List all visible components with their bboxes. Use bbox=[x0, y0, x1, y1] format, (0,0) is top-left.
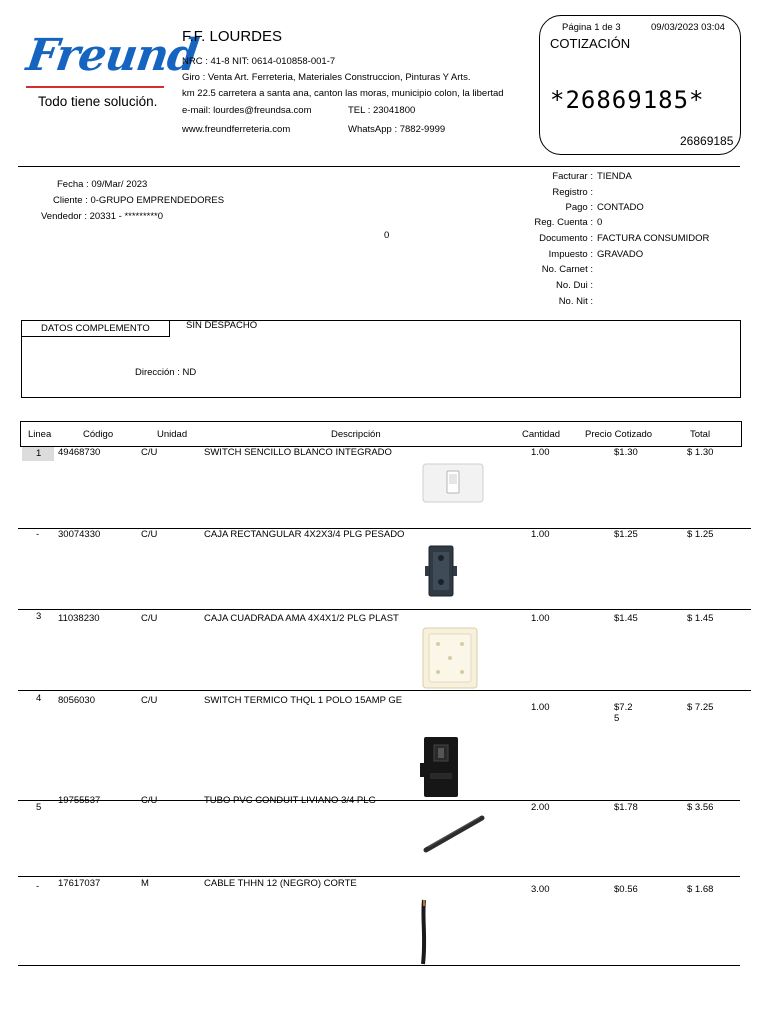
page-indicator: Página 1 de 3 bbox=[562, 22, 621, 33]
documento-label: Documento : bbox=[539, 233, 593, 244]
row-code: 49468730 bbox=[58, 447, 101, 458]
row-line: - bbox=[36, 881, 40, 892]
row-total: $ 1.45 bbox=[687, 613, 714, 624]
row-divider bbox=[18, 690, 751, 691]
col-descripcion: Descripción bbox=[331, 429, 381, 440]
row-total: $ 7.25 bbox=[687, 702, 714, 713]
company-web: www.freundferreteria.com bbox=[182, 124, 291, 135]
facturar-value: TIENDA bbox=[597, 171, 632, 182]
row-price: $1.30 bbox=[614, 447, 638, 458]
quote-number: 26869185 bbox=[680, 134, 734, 148]
logo-wordmark: Freund bbox=[23, 30, 201, 81]
row-line: 3 bbox=[36, 611, 42, 622]
row-divider bbox=[18, 876, 740, 877]
row-unit: C/U bbox=[141, 613, 158, 624]
row-unit: M bbox=[141, 878, 149, 889]
pago-label: Pago : bbox=[565, 202, 593, 213]
company-giro: Giro : Venta Art. Ferreteria, Materiales Construccion, Pinturas Y Arts. bbox=[182, 72, 471, 83]
row-unit: C/U bbox=[141, 447, 158, 458]
table-header bbox=[20, 421, 742, 447]
impuesto-label: Impuesto : bbox=[548, 249, 593, 260]
row-total: $ 1.30 bbox=[687, 447, 714, 458]
row-qty: 1.00 bbox=[531, 613, 550, 624]
quote-datetime: 09/03/2023 03:04 bbox=[651, 22, 725, 33]
product-image-switch bbox=[422, 462, 484, 504]
logo-slogan: Todo tiene solución. bbox=[38, 94, 158, 109]
row-qty: 1.00 bbox=[531, 702, 550, 713]
row-total: $ 1.68 bbox=[687, 884, 714, 895]
col-linea: Linea bbox=[28, 429, 52, 440]
row-code: 11038230 bbox=[58, 613, 100, 624]
reg-cuenta-value: 0 bbox=[597, 217, 603, 228]
row-price: $0.56 bbox=[614, 884, 638, 895]
company-tel: TEL : 23041800 bbox=[348, 105, 416, 116]
row-qty: 1.00 bbox=[531, 447, 550, 458]
info-zero: 0 bbox=[384, 230, 390, 241]
row-line: 1 bbox=[36, 448, 42, 459]
row-qty: 2.00 bbox=[531, 802, 550, 813]
row-desc: CABLE THHN 12 (NEGRO) CORTE bbox=[204, 878, 357, 889]
impuesto-value: GRAVADO bbox=[597, 249, 644, 260]
logo-underline bbox=[26, 86, 164, 88]
row-price-cont: 5 bbox=[614, 713, 620, 724]
dui-label: No. Dui : bbox=[556, 280, 593, 291]
row-line: 5 bbox=[36, 802, 42, 813]
facturar-label: Facturar : bbox=[552, 171, 593, 182]
col-cantidad: Cantidad bbox=[522, 429, 561, 440]
row-price: $1.45 bbox=[614, 613, 638, 624]
row-price: $1.25 bbox=[614, 529, 638, 540]
company-nrc: NRC : 41-8 NIT: 0614-010858-001-7 bbox=[182, 56, 336, 67]
nit-label: No. Nit : bbox=[558, 296, 593, 307]
row-price: $1.78 bbox=[614, 802, 638, 813]
row-unit: C/U bbox=[141, 695, 158, 706]
row-line: - bbox=[36, 529, 40, 540]
col-unidad: Unidad bbox=[157, 429, 188, 440]
row-total: $ 1.25 bbox=[687, 529, 714, 540]
barcode: *26869185* bbox=[550, 86, 705, 114]
product-image-square-box bbox=[420, 626, 480, 690]
row-code: 30074330 bbox=[58, 529, 101, 540]
row-desc: CAJA CUADRADA AMA 4X4X1/2 PLG PLAST bbox=[204, 613, 399, 624]
row-divider bbox=[18, 800, 740, 801]
row-code: 17617037 bbox=[58, 878, 101, 889]
company-address: km 22.5 carretera a santa ana, canton las moras, municipio colon, la libertad bbox=[182, 88, 504, 99]
col-codigo: Código bbox=[83, 429, 114, 440]
table-bottom-line bbox=[18, 965, 740, 966]
product-image-rect-box bbox=[423, 544, 459, 598]
row-unit: C/U bbox=[141, 529, 158, 540]
row-qty: 1.00 bbox=[531, 529, 550, 540]
complemento-title: DATOS COMPLEMENTO bbox=[41, 323, 150, 334]
row-line: 4 bbox=[36, 693, 42, 704]
direccion: Dirección : ND bbox=[135, 367, 197, 378]
product-image-cable bbox=[414, 898, 434, 966]
fecha: Fecha : 09/Mar/ 2023 bbox=[57, 179, 148, 190]
documento-value: FACTURA CONSUMIDOR bbox=[597, 233, 710, 244]
carnet-label: No. Carnet : bbox=[541, 264, 593, 275]
row-code: 8056030 bbox=[58, 695, 95, 706]
col-total: Total bbox=[690, 429, 711, 440]
header-divider bbox=[18, 166, 740, 167]
pago-value: CONTADO bbox=[597, 202, 644, 213]
row-desc: SWITCH SENCILLO BLANCO INTEGRADO bbox=[204, 447, 392, 458]
doc-type: COTIZACIÓN bbox=[550, 36, 631, 51]
company-email: e-mail: lourdes@freundsa.com bbox=[182, 105, 312, 116]
product-image-conduit bbox=[422, 812, 486, 856]
row-qty: 3.00 bbox=[531, 884, 550, 895]
row-desc: SWITCH TERMICO THQL 1 POLO 15AMP GE bbox=[204, 695, 403, 706]
cliente: Cliente : 0-GRUPO EMPRENDEDORES bbox=[53, 195, 225, 206]
despacho: SIN DESPACHO bbox=[186, 320, 258, 331]
registro-label: Registro : bbox=[552, 187, 593, 198]
reg-cuenta-label: Reg. Cuenta : bbox=[534, 217, 593, 228]
company-name: F.F. LOURDES bbox=[182, 28, 283, 45]
row-total: $ 3.56 bbox=[687, 802, 714, 813]
row-price: $7.2 bbox=[614, 702, 633, 713]
col-precio: Precio Cotizado bbox=[585, 429, 653, 440]
product-image-breaker bbox=[420, 733, 464, 801]
company-whatsapp: WhatsApp : 7882-9999 bbox=[348, 124, 446, 135]
row-desc: CAJA RECTANGULAR 4X2X3/4 PLG PESADO bbox=[204, 529, 405, 540]
row-divider bbox=[18, 609, 751, 610]
vendedor: Vendedor : 20331 - *********0 bbox=[41, 211, 164, 222]
